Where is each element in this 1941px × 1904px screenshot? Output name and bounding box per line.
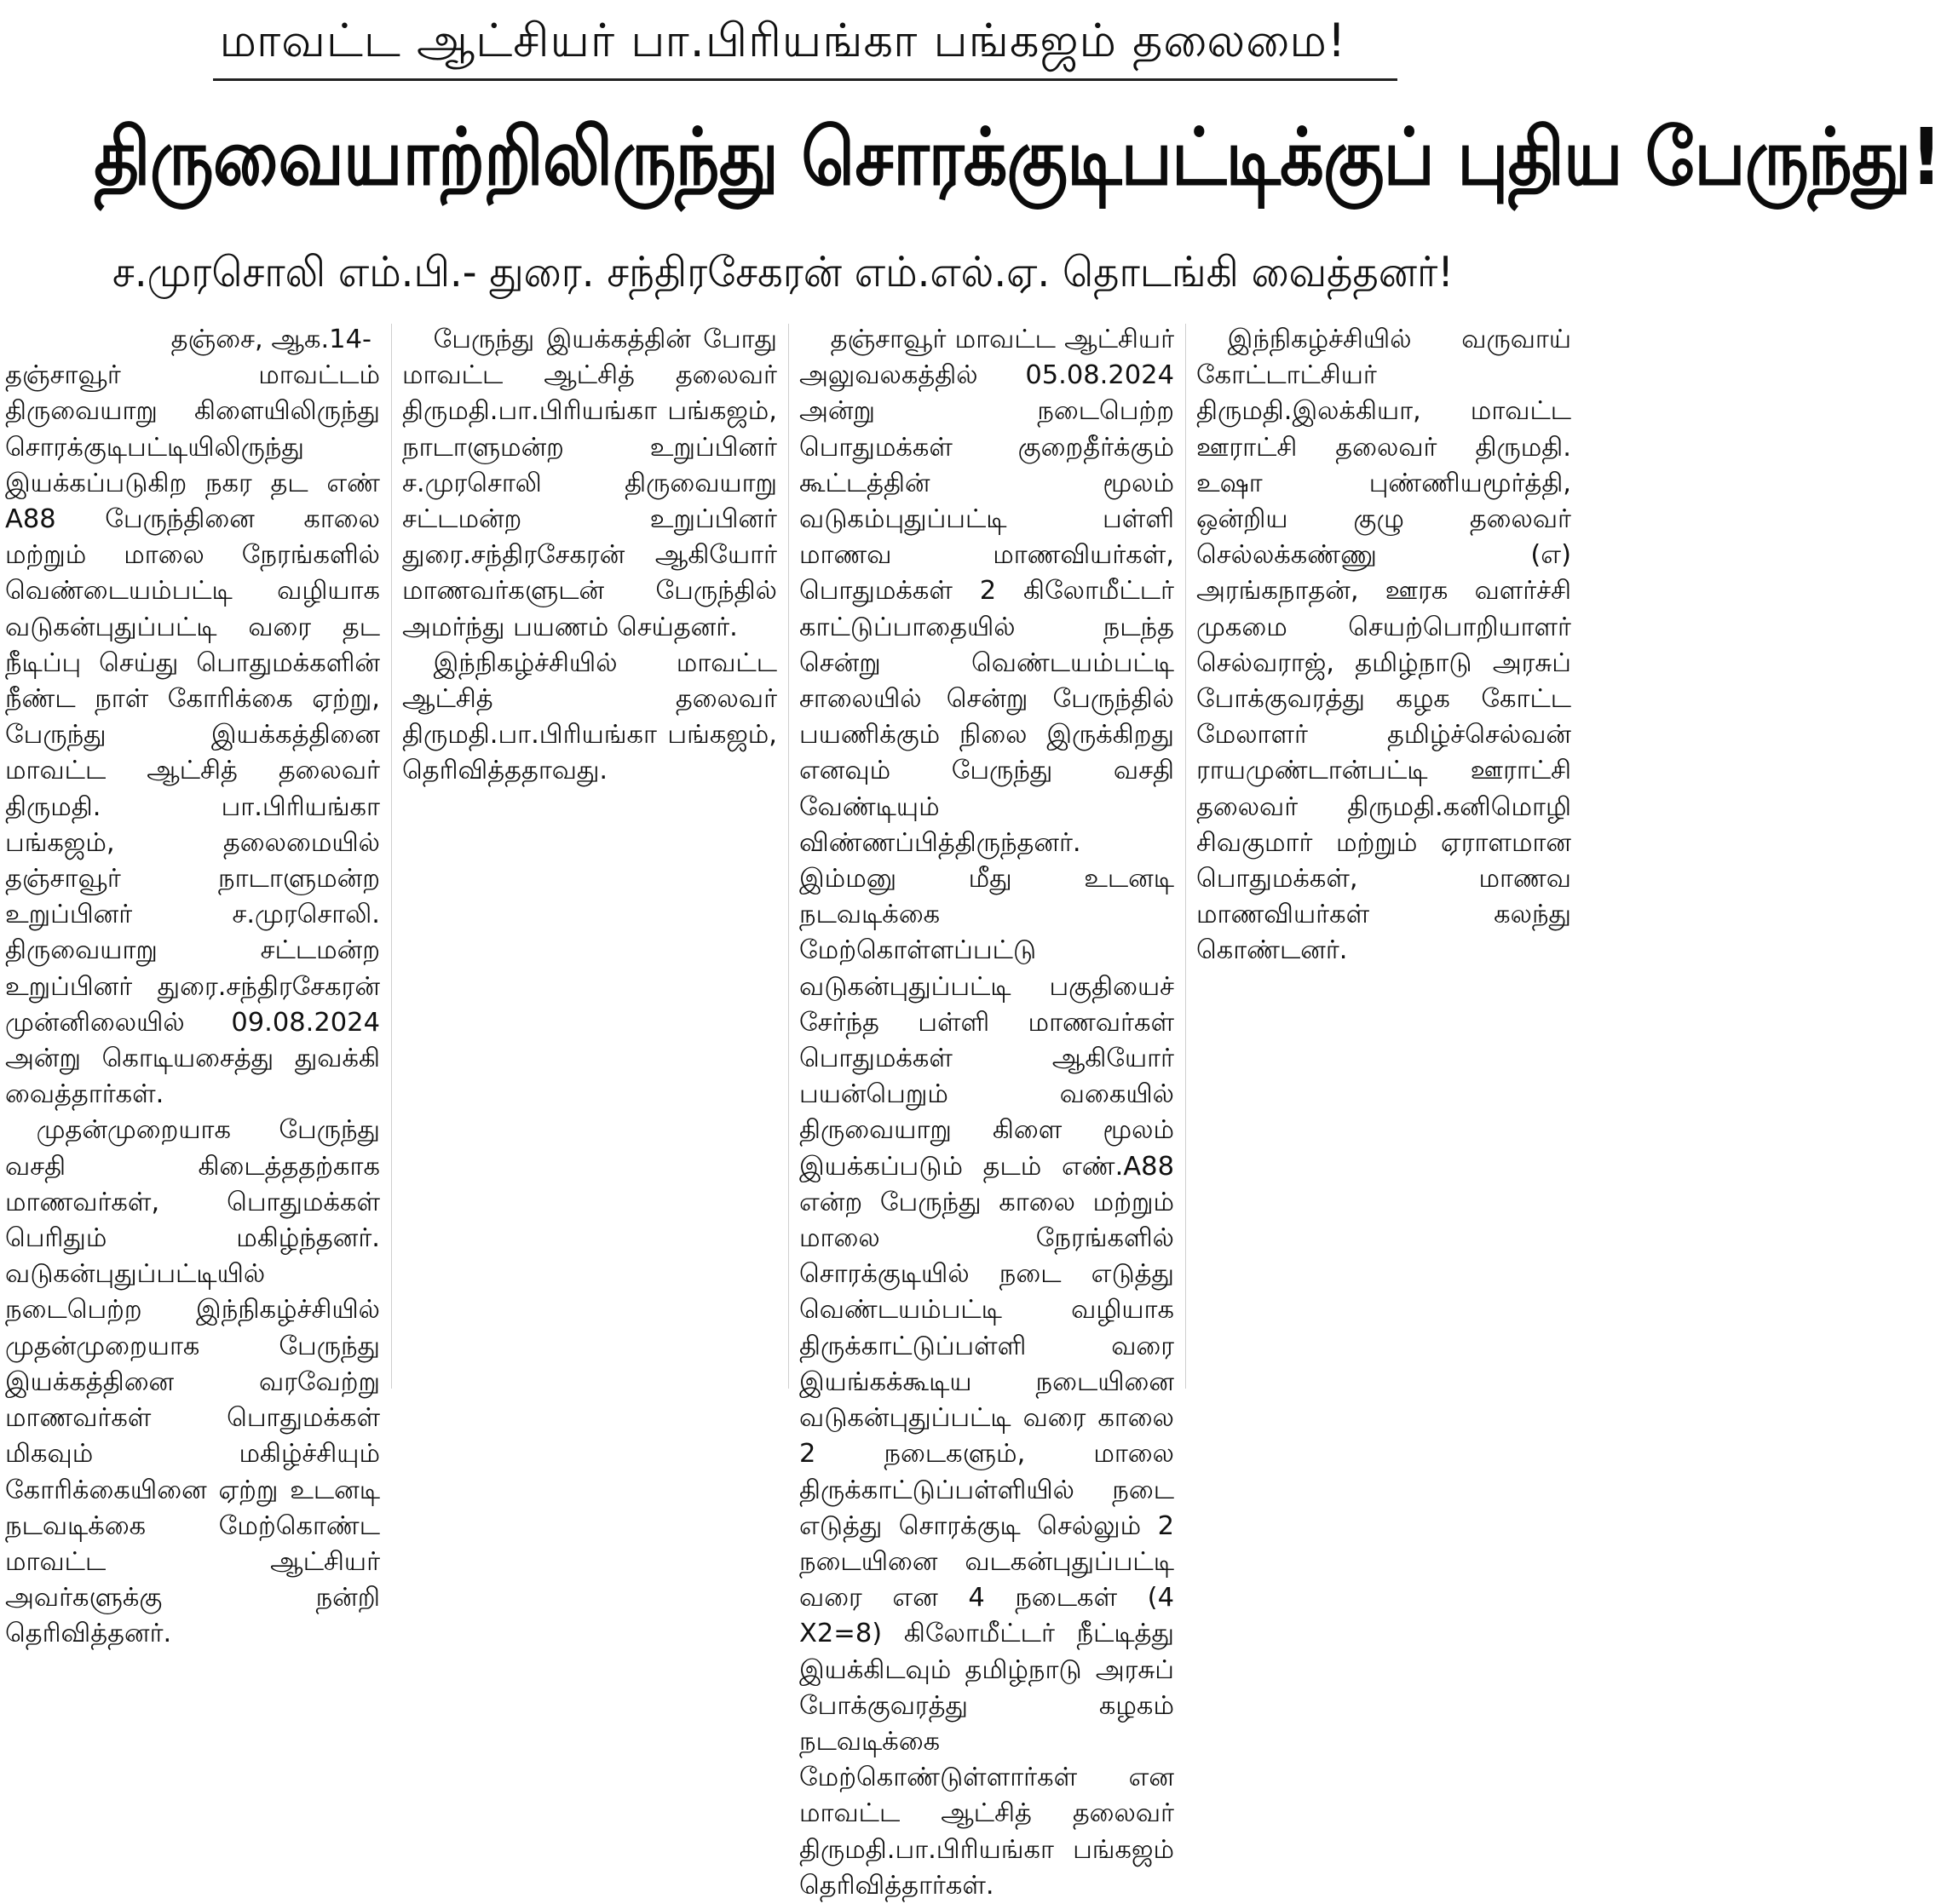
paragraph-3: பேருந்து இயக்கத்தின் போது மாவட்ட ஆட்சித் தலைவர் திருமதி.பா.பிரியங்கா பங்கஜம், நாடாளுமன்ற உறுப்பினர் ச.முரசொலி திருவையாறு சட்டமன்ற உறுப்பினர் துரை.சந்திரசேகரன் ஆகியோர் மாணவர்களுடன் பேருந்தில் அமர்ந்து பயணம் செய்தனர். <box>402 325 777 642</box>
headline: திருவையாற்றிலிருந்து சொரக்குடிபட்டிக்குப் புதிய பேருந்து! <box>94 112 1941 203</box>
paragraph-5: தஞ்சாவூர் மாவட்ட ஆட்சியர் அலுவலகத்தில் 05.08.2024 அன்று நடைபெற்ற பொதுமக்கள் குறைதீர்க்கும் கூட்டத்தின் மூலம் வடுகம்புதுப்பட்டி பள்ளி மாணவ மாணவியர்கள், பொதுமக்கள் 2 கிலோமீட்டர் காட்டுப்பாதையில் நடந்த சென்று வெண்டயம்பட்டி சாலையில் சென்று பேருந்தில் பயணிக்கும் நிலை இருக்கிறது எனவும் பேருந்து வசதி வேண்டியும் விண்ணப்பித்திருந்தனர். இம்மனு மீது உடனடி நடவடிக்கை மேற்கொள்ளப்பட்டு வடுகன்புதுப்பட்டி பகுதியைச் சேர்ந்த பள்ளி மாணவர்கள் பொதுமக்கள் ஆகியோர் பயன்பெறும் வகையில் திருவையாறு கிளை மூலம் இயக்கப்படும் தடம் எண்.A88 என்ற பேருந்து காலை மற்றும் மாலை நேரங்களில் சொரக்குடியில் நடை எடுத்து வெண்டயம்பட்டி வழியாக திருக்காட்டுப்பள்ளி வரை இயங்கக்கூடிய நடையினை வடுகன்புதுப்பட்டி வரை காலை 2 நடைகளும், மாலை திருக்காட்டுப்பள்ளியில் நடை எடுத்து சொரக்குடி செல்லும் 2 நடையினை வடகன்புதுப்பட்டி வரை என 4 நடைகள் (4 X2=8) கிலோமீட்டர் நீட்டித்து இயக்கிடவும் தமிழ்நாடு அரசுப் போக்குவரத்து கழகம் நடவடிக்கை மேற்கொண்டுள்ளார்கள் என மாவட்ட ஆட்சித் தலைவர் திருமதி.பா.பிரியங்கா பங்கஜம் தெரிவித்தார்கள். <box>799 325 1174 1901</box>
dateline: தஞ்சை, ஆக.14- <box>170 325 371 354</box>
paragraph-2: முதன்முறையாக பேருந்து வசதி கிடைத்ததற்காக மாணவர்கள், பொதுமக்கள் பெரிதும் மகிழ்ந்தனர். வடுகன்புதுப்பட்டியில் நடைபெற்ற இந்நிகழ்ச்சியில் முதன்முறையாக பேருந்து இயக்கத்தினை வரவேற்று மாணவர்கள் பொதுமக்கள் மிகவும் மகிழ்ச்சியும் கோரிக்கையினை ஏற்று உடனடி நடவடிக்கை மேற்கொண்ட மாவட்ட ஆட்சியர் அவர்களுக்கு நன்றி தெரிவித்தனர். <box>5 1115 380 1649</box>
kicker-line: மாவட்ட ஆட்சியர் பா.பிரியங்கா பங்கஜம் தலைமை! <box>219 14 1347 67</box>
paragraph-6: இந்நிகழ்ச்சியில் வருவாய் கோட்டாட்சியர் திருமதி.இலக்கியா, மாவட்ட ஊராட்சி தலைவர் திருமதி. உஷா புண்ணியமூர்த்தி, ஒன்றிய குழு தலைவர் செல்லக்கண்ணு (எ) அரங்கநாதன், ஊரக வளர்ச்சி முகமை செயற்பொறியாளர் செல்வராஜ், தமிழ்நாடு அரசுப் போக்குவரத்து கழக கோட்ட மேலாளர் தமிழ்ச்செல்வன் ராயமுண்டான்பட்டி ஊராட்சி தலைவர் திருமதி.கனிமொழி சிவகுமார் மற்றும் ஏராளமான பொதுமக்கள், மாணவ மாணவியர்கள் கலந்து கொண்டனர். <box>1196 325 1571 966</box>
column-2 <box>402 322 777 1394</box>
article-body <box>5 322 1571 1901</box>
paragraph-4: இந்நிகழ்ச்சியில் மாவட்ட ஆட்சித் தலைவர் திருமதி.பா.பிரியங்கா பங்கஜம், தெரிவித்ததாவது. <box>402 647 777 786</box>
column-3 <box>799 322 1174 1901</box>
kicker-rule <box>213 78 1397 81</box>
column-divider <box>1185 324 1186 1389</box>
dateline-paragraph <box>5 322 380 1113</box>
column-1 <box>5 322 380 1649</box>
subheadline: ச.முரசொலி எம்.பி.- துரை. சந்திரசேகரன் எம்.எல்.ஏ. தொடங்கி வைத்தனர்! <box>112 248 1454 296</box>
paragraph-1: தஞ்சாவூர் மாவட்டம் திருவையாறு கிளையிலிருந்து சொரக்குடிபட்டியிலிருந்து இயக்கப்படுகிற நகர தட எண் A88 பேருந்தினை காலை மற்றும் மாலை நேரங்களில் வெண்டையம்பட்டி வழியாக வடுகன்புதுப்பட்டி வரை தட நீடிப்பு செய்து பொதுமக்களின் நீண்ட நாள் கோரிக்கை ஏற்று, பேருந்து இயக்கத்தினை மாவட்ட ஆட்சித் தலைவர் திருமதி. பா.பிரியங்கா பங்கஜம், தலைமையில் தஞ்சாவூர் நாடாளுமன்ற உறுப்பினர் ச.முரசொலி. திருவையாறு சட்டமன்ற உறுப்பினர் துரை.சந்திரசேகரன் முன்னிலையில் 09.08.2024 அன்று கொடியசைத்து துவக்கி வைத்தார்கள். <box>5 360 380 1110</box>
column-4 <box>1196 322 1571 1394</box>
column-divider <box>391 324 392 1389</box>
column-divider <box>788 324 789 1389</box>
